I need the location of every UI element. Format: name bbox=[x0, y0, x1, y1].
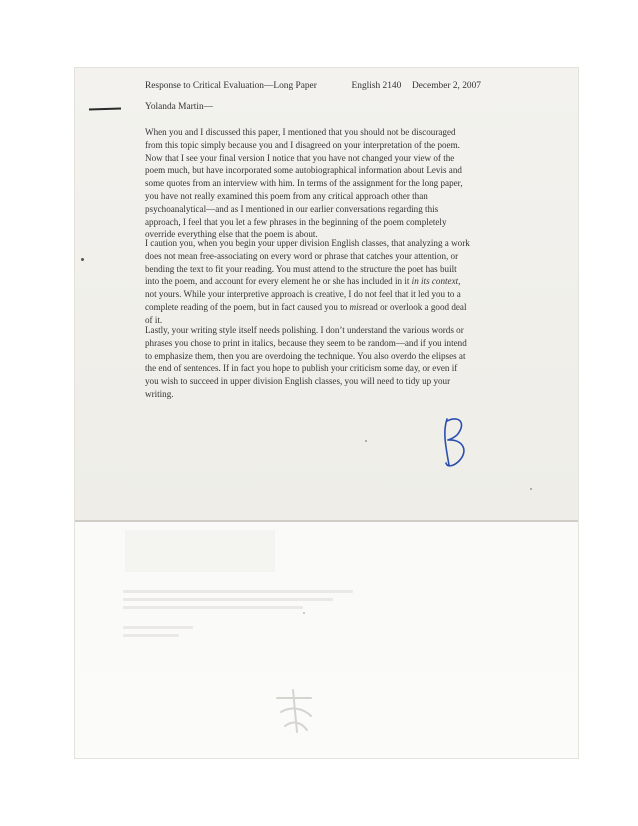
paragraph-2 bbox=[145, 237, 563, 327]
line-punctuation: , bbox=[458, 276, 461, 287]
paragraph-line: from this topic simply because you and I disagreed on your interpretation of the poem. bbox=[145, 139, 460, 150]
faded-text-line bbox=[123, 598, 333, 601]
paragraph-line: override everything else that the poem is about. bbox=[145, 229, 318, 240]
paragraph-line: poem much, but have incorporated some autobiographical information about Levis and bbox=[145, 165, 462, 176]
header-date: December 2, 2007 bbox=[411, 81, 481, 91]
paragraph-line: approach, I feel that you let a few phrases in the beginning of the poem completely bbox=[145, 216, 447, 227]
salutation: Yolanda Martin— bbox=[145, 102, 214, 112]
paragraph-line bbox=[145, 301, 563, 314]
paper-speck bbox=[303, 612, 305, 614]
faded-signature-icon bbox=[271, 686, 319, 736]
paragraph-line: you have not really examined this poem from any critical approach other than bbox=[145, 190, 428, 201]
paragraph-line: not yours. While your interpretive approach is creative, I do not feel that it led you to a bbox=[145, 289, 461, 300]
italic-phrase: in its context bbox=[411, 276, 459, 287]
italic-phrase: mis bbox=[349, 301, 363, 312]
paragraph-line: Now that I see your final version I notice that you have not changed your view of the bbox=[145, 152, 455, 163]
document-header bbox=[145, 81, 555, 91]
margin-dot bbox=[81, 258, 84, 261]
underlying-sheet bbox=[75, 522, 578, 758]
handwritten-grade-b bbox=[433, 413, 473, 473]
paragraph-line bbox=[145, 275, 563, 288]
paragraph-1 bbox=[145, 126, 563, 241]
faded-text-line bbox=[123, 626, 193, 629]
paragraph-line: some quotes from an interview with him. In terms of the assignment for the long paper, bbox=[145, 178, 463, 189]
line-text: read or overlook a good deal bbox=[362, 301, 467, 312]
scanned-document bbox=[75, 68, 578, 758]
letter-sheet bbox=[75, 68, 578, 520]
faded-text-line bbox=[123, 590, 353, 593]
paragraph-line: psychoanalytical—and as I mentioned in our earlier conversations regarding this bbox=[145, 203, 439, 214]
paragraph-3 bbox=[145, 324, 563, 401]
paragraph-line: I caution you, when you begin your upper division English classes, that analyzing a work bbox=[145, 238, 470, 248]
paragraph-line: to emphasize them, then you are overdoing the technique. You also overdo the elipses at bbox=[145, 350, 466, 361]
header-course: English 2140 bbox=[351, 81, 402, 91]
paragraph-line: does not mean free-associating on every word or phrase that catches your attention, or bbox=[145, 250, 459, 261]
faded-text-line bbox=[123, 634, 179, 637]
faded-image bbox=[125, 530, 275, 572]
faded-text-line bbox=[123, 606, 303, 609]
paragraph-line: phrases you chose to print in italics, because they seem to be random—and if you intend bbox=[145, 337, 467, 348]
paragraph-line: When you and I discussed this paper, I mentioned that you should not be discouraged bbox=[145, 127, 456, 137]
paragraph-line: bending the text to fit your reading. You must attend to the structure the poet has built bbox=[145, 263, 457, 274]
paragraph-line: writing. bbox=[145, 388, 174, 399]
line-text: into the poem, and account for every element he or she has included in it bbox=[145, 276, 412, 287]
header-title: Response to Critical Evaluation—Long Paper bbox=[145, 81, 317, 91]
line-text: complete reading of the poem, but in fact caused you to bbox=[145, 301, 350, 312]
paper-speck bbox=[530, 488, 532, 490]
paragraph-line: of it. bbox=[145, 314, 163, 325]
paragraph-line: you wish to succeed in upper division English classes, you will need to tidy up your bbox=[145, 376, 451, 387]
paragraph-line: the end of sentences. If in fact you hope to publish your criticism some day, or even if bbox=[145, 363, 458, 374]
paper-speck bbox=[365, 440, 367, 442]
paragraph-line: Lastly, your writing style itself needs polishing. I don’t understand the various words or bbox=[145, 325, 464, 335]
margin-pen-mark bbox=[89, 107, 121, 110]
